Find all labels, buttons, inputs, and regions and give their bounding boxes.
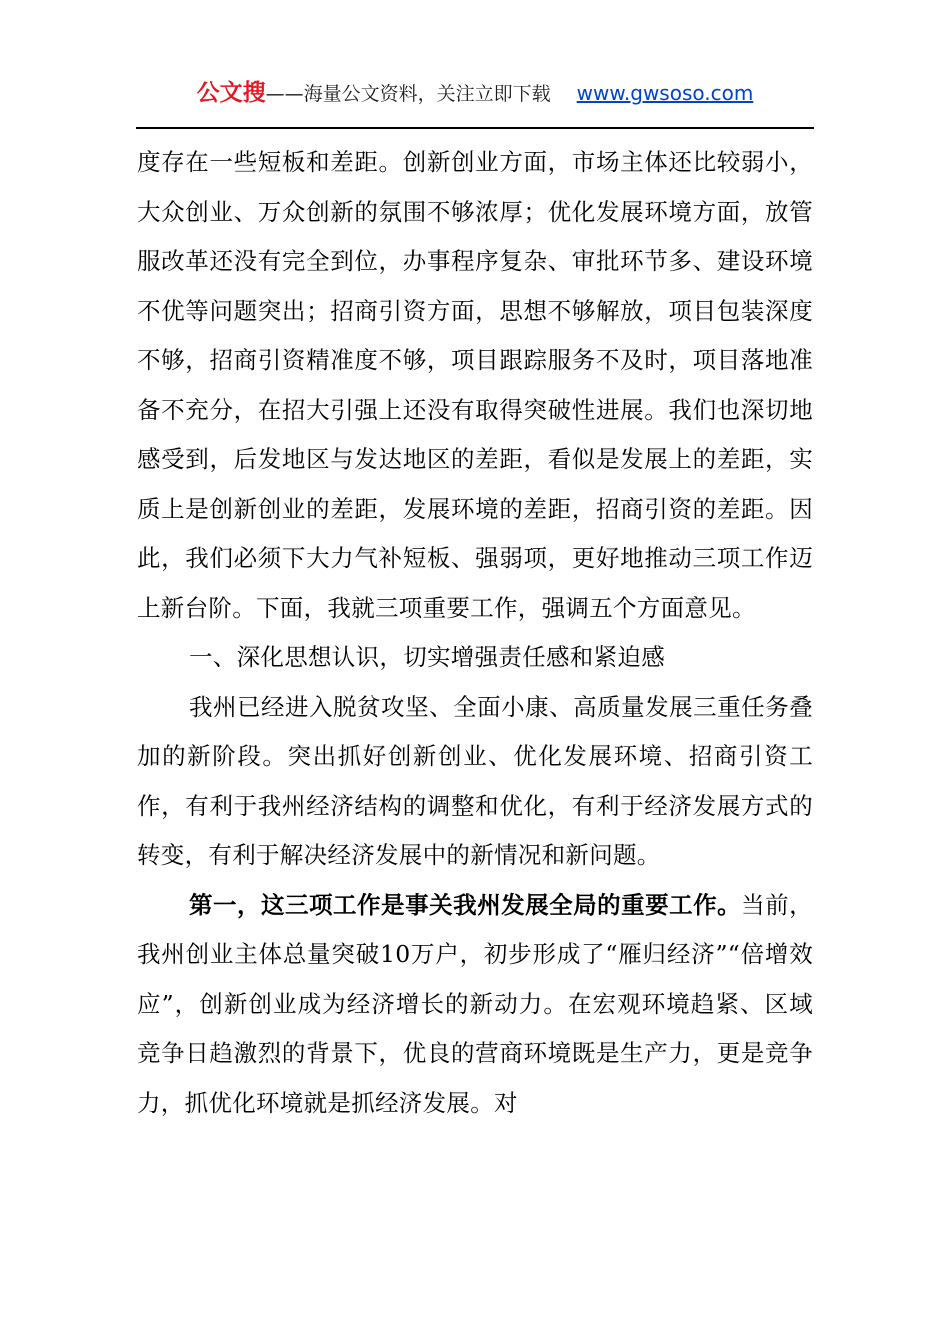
- paragraph-text: 当前，我州创业主体总量突破10万户，初步形成了“雁归经济”“倍增效应”，创新创业成为经济增长的新动力。在宏观环境趋紧、区域竞争日趋激烈的背景下，优良的营商环境既是生产力，更是竞争力，抓优化环境就是抓经济发展。对: [137, 890, 813, 1117]
- brand-logo-text: 公文搜: [196, 80, 266, 106]
- paragraph-with-lead: [137, 881, 813, 1129]
- paragraph-continuation: 度存在一些短板和差距。创新创业方面，市场主体还比较弱小，大众创业、万众创新的氛围不够浓厚；优化发展环境方面，放管服改革还没有完全到位，办事程序复杂、审批环节多、建设环境不优等问题突出；招商引资方面，思想不够解放，项目包装深度不够，招商引资精准度不够，项目跟踪服务不及时，项目落地准备不充分，在招大引强上还没有取得突破性进展。我们也深切地感受到，后发地区与发达地区的差距，看似是发展上的差距，实质上是创新创业的差距，发展环境的差距，招商引资的差距。因此，我们必须下大力气补短板、强弱项，更好地推动三项工作迈上新台阶。下面，我就三项重要工作，强调五个方面意见。: [137, 148, 813, 622]
- header-slogan: ——海量公文资料，关注立即下载: [265, 83, 551, 105]
- document-body: [137, 138, 813, 1128]
- site-link[interactable]: www.gwsoso.com: [576, 81, 754, 105]
- paragraph: 我州已经进入脱贫攻坚、全面小康、高质量发展三重任务叠加的新阶段。突出抓好创新创业、优化发展环境、招商引资工作，有利于我州经济结构的调整和优化，有利于经济发展方式的转变，有利于解决经济发展中的新情况和新问题。: [137, 692, 813, 869]
- header-divider: [136, 127, 814, 129]
- paragraph-lead-bold: 第一，这三项工作是事关我州发展全局的重要工作。: [189, 890, 742, 919]
- section-heading: 一、深化思想认识，切实增强责任感和紧迫感: [189, 643, 665, 671]
- page-header: [0, 78, 950, 109]
